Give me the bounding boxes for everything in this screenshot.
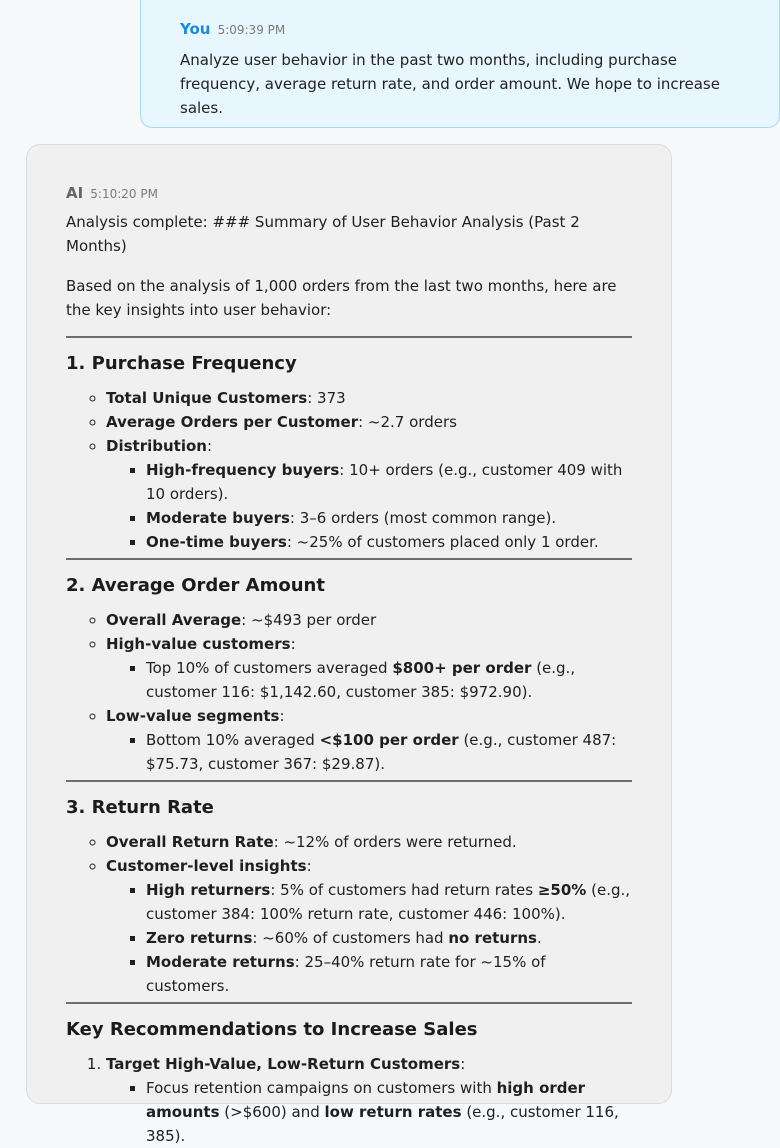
item-value: : 373: [307, 389, 346, 407]
recommendations-list: [66, 1052, 632, 1148]
item-value: :: [279, 707, 285, 725]
list-item: [106, 608, 632, 632]
item-emphasis: ≥50%: [537, 881, 587, 899]
item-emphasis: no returns: [448, 929, 537, 947]
list-item: [146, 530, 632, 554]
return-rate-list: [66, 830, 632, 998]
item-text: (e.g., customer 384: 100% return rate, customer 446: 100%).: [146, 881, 631, 923]
item-label: Zero returns: [146, 929, 253, 947]
item-label: High-frequency buyers: [146, 461, 340, 479]
item-label: Target High-Value, Low-Return Customers: [106, 1055, 461, 1073]
item-label: Total Unique Customers: [106, 389, 308, 407]
ai-message-header: [66, 183, 632, 204]
item-label: Distribution: [106, 437, 207, 455]
item-label: Overall Average: [106, 611, 242, 629]
user-sender-name: You: [180, 20, 211, 38]
item-label: Overall Return Rate: [106, 833, 274, 851]
item-value: :: [290, 635, 296, 653]
list-item: [146, 926, 632, 950]
section-title-purchase-frequency: 1. Purchase Frequency: [66, 353, 297, 374]
item-emphasis: $800+ per order: [392, 659, 532, 677]
user-message: [140, 0, 780, 128]
list-item: [106, 854, 632, 998]
item-text: (e.g., customer 116: $1,142.60, customer 385: $972.90).: [146, 659, 576, 701]
item-text: Focus retention campaigns on customers with: [146, 1079, 497, 1097]
list-item: [146, 656, 632, 704]
list-item: [146, 506, 632, 530]
list-item: [106, 704, 632, 776]
item-text: Bottom 10% averaged: [146, 731, 320, 749]
item-text: : ~60% of customers had: [252, 929, 449, 947]
ai-message-body: [66, 210, 632, 1148]
list-item: [146, 950, 632, 998]
list-item: [106, 632, 632, 704]
item-text: : 5% of customers had return rates: [270, 881, 538, 899]
item-text: (e.g., customer 116, 385).: [146, 1103, 619, 1145]
section-title-recommendations: Key Recommendations to Increase Sales: [66, 1019, 478, 1040]
high-value-sublist: [106, 656, 632, 704]
list-item: [106, 830, 632, 854]
item-label: One-time buyers: [146, 533, 287, 551]
ai-lead-text: Based on the analysis of 1,000 orders from the last two months, here are the key insights into user behavior:: [66, 277, 617, 319]
item-value: : 3–6 orders (most common range).: [289, 509, 557, 527]
low-value-sublist: [106, 728, 632, 776]
item-label: High-value customers: [106, 635, 291, 653]
purchase-frequency-list: [66, 386, 632, 554]
item-text: (e.g., customer 487: $75.73, customer 367: $29.87).: [146, 731, 617, 773]
section-title-average-order-amount: 2. Average Order Amount: [66, 575, 325, 596]
item-value: : 10+ orders (e.g., customer 409 with 10 orders).: [146, 461, 623, 503]
ai-message-time: 5:10:20 PM: [90, 187, 158, 201]
item-label: Moderate buyers: [146, 509, 290, 527]
item-value: :: [306, 857, 312, 875]
ai-sender-name: AI: [66, 184, 84, 202]
item-emphasis: <$100 per order: [319, 731, 459, 749]
ai-intro-text: Analysis complete: ### Summary of User Behavior Analysis (Past 2 Months): [66, 213, 580, 255]
list-item: [146, 458, 632, 506]
item-value: : ~25% of customers placed only 1 order.: [286, 533, 599, 551]
user-message-header: [180, 19, 739, 40]
item-emphasis: high order amounts: [146, 1079, 586, 1121]
item-text: (>$600) and: [219, 1103, 325, 1121]
item-label: High returners: [146, 881, 271, 899]
item-value: : 25–40% return rate for ~15% of customers.: [146, 953, 546, 995]
item-value: :: [206, 437, 213, 455]
item-label: Low-value segments: [106, 707, 280, 725]
item-label: Average Orders per Customer: [106, 413, 359, 431]
list-item: [106, 1052, 632, 1148]
section-title-return-rate: 3. Return Rate: [66, 797, 214, 818]
list-item: [106, 386, 632, 410]
distribution-sublist: [106, 458, 632, 554]
section-divider: [66, 336, 632, 338]
section-divider: [66, 558, 632, 560]
item-label: Moderate returns: [146, 953, 295, 971]
average-order-list: [66, 608, 632, 776]
list-item: [146, 878, 632, 926]
list-item: [106, 410, 632, 434]
ai-message: [26, 144, 672, 1145]
section-divider: [66, 780, 632, 782]
user-message-time: 5:09:39 PM: [217, 23, 286, 37]
recommendation-sublist: [106, 1076, 632, 1148]
user-message-text: Analyze user behavior in the past two months, including purchase frequency, average return rate, and order amount. We hope to increase sales.: [180, 51, 720, 117]
list-item: [146, 728, 632, 776]
list-item: [106, 434, 632, 554]
item-value: :: [460, 1055, 466, 1073]
item-value: : ~12% of orders were returned.: [273, 833, 517, 851]
item-label: Customer-level insights: [106, 857, 307, 875]
section-divider: [66, 1002, 632, 1004]
item-value: : ~$493 per order: [241, 611, 377, 629]
item-text: Top 10% of customers averaged: [146, 659, 393, 677]
item-text: .: [536, 929, 542, 947]
item-emphasis: low return rates: [324, 1103, 462, 1121]
item-value: : ~2.7 orders: [358, 413, 457, 431]
customer-level-sublist: [106, 878, 632, 998]
list-item: [146, 1076, 632, 1148]
